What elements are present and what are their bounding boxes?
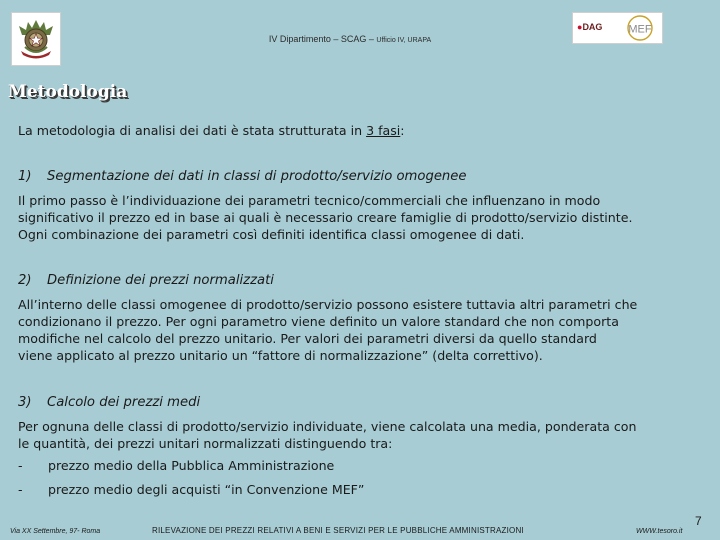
dag-logo-icon: ●DAG [577,22,603,32]
header-dept: IV Dipartimento – SCAG – [268,34,377,44]
intro-paragraph [18,122,712,139]
intro-colon: : [400,123,405,138]
logo-box [572,12,663,44]
header-department-text [200,34,500,44]
section-2-line-4: viene applicato al prezzo unitario un “fattore di normalizzazione” (delta correttivo). [18,348,543,363]
page-number: 7 [695,514,702,528]
section-1-number: 1) [18,169,32,184]
section-1-title: Segmentazione dei dati in classi di prodotto/servizio omogenee [47,169,467,184]
section-1-line-1: Il primo passo è l’individuazione dei parametri tecnico/commerciali che influenzano in modo [18,193,601,208]
section-3-number: 3) [18,395,32,410]
bullet-2-dash: - [18,482,23,497]
intro-text: La metodologia di analisi dei dati è stata strutturata in [18,123,367,138]
section-2-heading [18,272,712,289]
bullet-2-text: prezzo medio degli acquisti “in Convenzione MEF” [48,482,365,497]
section-1-line-2: significativo il prezzo ed in base ai quali è necessario creare famiglie di prodotto/servizio distinte. [18,210,633,225]
mef-logo-text: MEF [628,23,652,36]
bullet-1-text: prezzo medio della Pubblica Amministrazione [48,458,335,473]
bullet-1-dash: - [18,458,23,473]
mef-logo-icon [620,14,660,42]
section-2-line-1: All’interno delle classi omogenee di prodotto/servizio possono esistere tuttavia altri parametri che [18,297,638,312]
footer-title: RILEVAZIONE DEI PREZZI RELATIVI A BENI E SERVIZI PER LE PUBBLICHE AMMINISTRAZIONI [152,526,524,535]
footer-address: Via XX Settembre, 97- Roma [10,528,101,535]
section-3-line-1: Per ognuna delle classi di prodotto/servizio individuate, viene calcolata una media, ponderata con [18,419,637,434]
section-1-heading [18,168,712,185]
section-1-line-3: Ogni combinazione dei parametri così definiti identifica classi omogenee di dati. [18,227,525,242]
section-3-title: Calcolo dei prezzi medi [47,395,201,410]
dag-logo-text: DAG [582,22,603,32]
header-office: Ufficio IV, URAPA [376,37,432,44]
footer-website-link[interactable]: WWW.tesoro.it [636,528,683,535]
section-3-line-2: le quantità, dei prezzi unitari normalizzati distinguendo tra: [18,436,393,451]
section-2-number: 2) [18,273,32,288]
italian-republic-emblem-icon [11,12,61,66]
section-2-line-2: condizionano il prezzo. Per ogni parametro viene definito un valore standard che non comporta [18,314,619,329]
section-2-line-3: modifiche nel calcolo del prezzo unitario. Per valori dei parametri diversi da quello standard [18,331,597,346]
section-3-heading [18,394,712,411]
intro-phases-link: 3 fasi [366,123,401,138]
page-title: Metodologia [8,82,128,102]
section-2-title: Definizione dei prezzi normalizzati [47,273,274,288]
